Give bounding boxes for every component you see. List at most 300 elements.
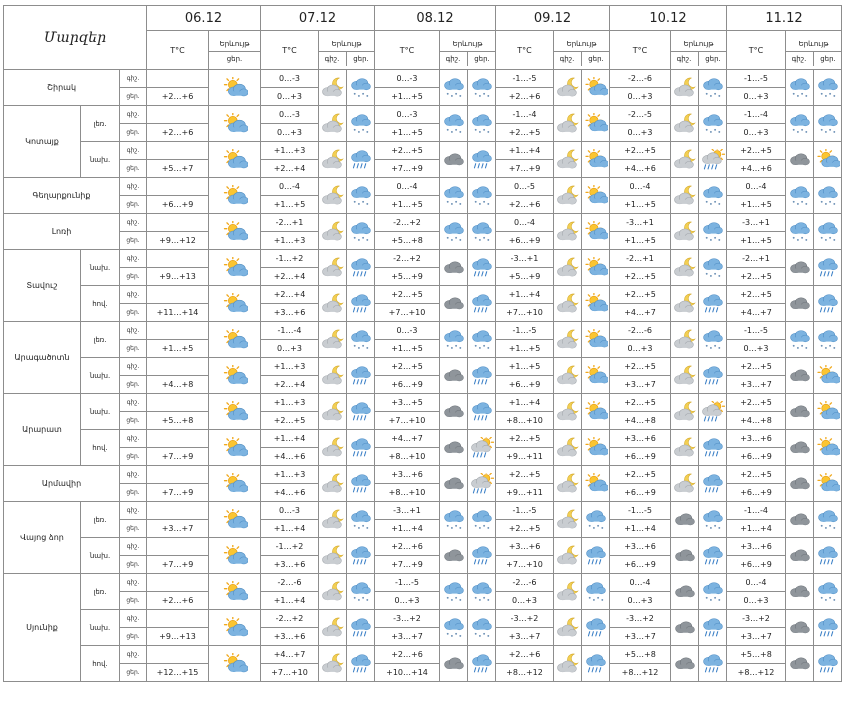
- weather-icon: [584, 113, 608, 134]
- temp-cell: +6…+9: [610, 448, 671, 466]
- table-row: [4, 286, 842, 304]
- temp-cell: +1…+4: [727, 520, 786, 538]
- temp-cell: +8…+12: [610, 664, 671, 682]
- weather-icon: [321, 365, 345, 386]
- table-row: [4, 394, 842, 412]
- weather-icon: [470, 437, 494, 458]
- temp-cell: [147, 610, 209, 628]
- weather-cell-night: [786, 538, 814, 574]
- temp-cell: +2…+5: [375, 142, 440, 160]
- temp-cell: -3…+2: [727, 610, 786, 628]
- temp-cell: +8…+10: [375, 484, 440, 502]
- weather-icon: [788, 617, 812, 638]
- weather-cell-night: [671, 502, 699, 538]
- weather-icon: [816, 221, 840, 242]
- weather-cell-day: [814, 106, 842, 142]
- table-row: [4, 250, 842, 268]
- temp-cell: -1…+2: [261, 250, 319, 268]
- temp-col-header: T°C: [727, 31, 786, 70]
- night-col-label: գիշ.: [319, 52, 348, 66]
- weather-col-label: Երևույթ: [683, 39, 714, 48]
- weather-icon: [321, 617, 345, 638]
- weather-icon: [701, 329, 725, 350]
- weather-cell-day: [582, 394, 610, 430]
- temp-cell: -3…+1: [375, 502, 440, 520]
- temp-cell: [147, 178, 209, 196]
- day-col-label: ցեր.: [209, 51, 261, 66]
- weather-cell-day: [468, 574, 496, 610]
- period-label: ցեր.: [120, 88, 147, 106]
- weather-icon: [321, 77, 345, 98]
- temp-cell: +2…+6: [496, 196, 554, 214]
- weather-cell-night: [786, 502, 814, 538]
- weather-col-label: Երևույթ: [798, 39, 829, 48]
- weather-icon: [788, 509, 812, 530]
- weather-icon: [816, 653, 840, 674]
- weather-cell-night: [671, 250, 699, 286]
- temp-cell: +2…+5: [496, 430, 554, 448]
- table-row: [4, 358, 842, 376]
- weather-cell-night: [440, 646, 468, 682]
- weather-icon: [470, 581, 494, 602]
- temp-cell: -1…-4: [727, 106, 786, 124]
- temp-cell: +9…+11: [496, 484, 554, 502]
- weather-icon: [701, 437, 725, 458]
- temp-cell: -3…+2: [496, 610, 554, 628]
- region-name: Արագածոտն: [4, 322, 81, 394]
- zone-label: լեռ.: [81, 322, 120, 358]
- temp-cell: +2…+5: [496, 466, 554, 484]
- temp-cell: -3…+1: [727, 214, 786, 232]
- weather-cell-day: [582, 250, 610, 286]
- weather-icon: [788, 401, 812, 422]
- weather-cell-day: [468, 142, 496, 178]
- period-label: գիշ.: [120, 250, 147, 268]
- weather-icon: [556, 113, 580, 134]
- weather-icon: [816, 185, 840, 206]
- weather-icon: [584, 365, 608, 386]
- weather-cell: [209, 142, 261, 178]
- temp-cell: +2…+5: [610, 358, 671, 376]
- weather-icon: [222, 365, 248, 387]
- weather-icon: [470, 473, 494, 494]
- weather-icon: [222, 149, 248, 171]
- temp-cell: 0…-3: [261, 106, 319, 124]
- region-name: Շիրակ: [4, 70, 120, 106]
- weather-cell-night: [671, 286, 699, 322]
- weather-icon: [584, 185, 608, 206]
- temp-cell: +7…+10: [261, 664, 319, 682]
- weather-icon: [673, 437, 697, 458]
- weather-icon: [701, 509, 725, 530]
- temp-col-header: T°C: [261, 31, 319, 70]
- zone-label: նախ.: [81, 538, 120, 574]
- weather-cell-day: [468, 502, 496, 538]
- weather-cell-night: [440, 178, 468, 214]
- weather-cell-night: [554, 286, 582, 322]
- temp-cell: +1…+5: [727, 232, 786, 250]
- weather-cell-night: [671, 646, 699, 682]
- zone-label: հով.: [81, 286, 120, 322]
- weather-icon: [701, 401, 725, 422]
- temp-cell: +2…+5: [375, 358, 440, 376]
- temp-cell: 0…-4: [261, 178, 319, 196]
- temp-cell: +2…+4: [261, 286, 319, 304]
- temp-cell: +1…+4: [261, 520, 319, 538]
- weather-cell-day: [347, 394, 375, 430]
- temp-cell: +3…+7: [727, 628, 786, 646]
- weather-icon: [222, 329, 248, 351]
- temp-cell: +4…+6: [261, 448, 319, 466]
- weather-cell-night: [671, 430, 699, 466]
- weather-cell-night: [554, 466, 582, 502]
- temp-cell: +1…+4: [496, 394, 554, 412]
- zone-label: նախ.: [81, 358, 120, 394]
- temp-cell: +2…+5: [610, 394, 671, 412]
- weather-cell: [209, 322, 261, 358]
- weather-cell-day: [699, 142, 727, 178]
- temp-cell: +3…+7: [375, 628, 440, 646]
- weather-cell-day: [699, 214, 727, 250]
- weather-cell-night: [554, 178, 582, 214]
- weather-cell-night: [786, 466, 814, 502]
- table-row: [4, 214, 842, 232]
- temp-cell: +2…+5: [610, 142, 671, 160]
- temp-cell: -2…+1: [610, 250, 671, 268]
- weather-icon: [222, 221, 248, 243]
- temp-cell: [147, 646, 209, 664]
- regions-header: Մարզեր: [4, 6, 147, 70]
- temp-cell: +2…+5: [610, 466, 671, 484]
- weather-icon: [349, 185, 373, 206]
- weather-icon: [673, 185, 697, 206]
- weather-cell-night: [440, 466, 468, 502]
- temp-cell: +3…+6: [375, 466, 440, 484]
- temp-cell: +8…+12: [496, 664, 554, 682]
- weather-cell-day: [468, 430, 496, 466]
- weather-icon: [222, 185, 248, 207]
- temp-cell: -3…+1: [496, 250, 554, 268]
- temp-col-header: T°C: [375, 31, 440, 70]
- weather-cell-day: [582, 502, 610, 538]
- weather-icon: [701, 77, 725, 98]
- temp-cell: 0…-5: [496, 178, 554, 196]
- zone-label: հով.: [81, 430, 120, 466]
- period-label: գիշ.: [120, 178, 147, 196]
- period-label: ցեր.: [120, 412, 147, 430]
- temp-cell: +2…+5: [610, 286, 671, 304]
- weather-icon: [321, 401, 345, 422]
- weather-col-header: [440, 31, 496, 70]
- temp-cell: -2…+1: [727, 250, 786, 268]
- weather-cell-day: [582, 646, 610, 682]
- temp-cell: [147, 394, 209, 412]
- period-col-labels: [319, 51, 375, 66]
- night-col-label: գիշ.: [786, 52, 815, 66]
- date-header: 11.12: [727, 6, 842, 31]
- period-label: ցեր.: [120, 448, 147, 466]
- weather-icon: [321, 329, 345, 350]
- period-label: ցեր.: [120, 556, 147, 574]
- weather-icon: [556, 473, 580, 494]
- temp-cell: +4…+7: [610, 304, 671, 322]
- weather-icon: [556, 329, 580, 350]
- temp-cell: +2…+4: [261, 268, 319, 286]
- region-name: Սյունիք: [4, 574, 81, 682]
- temp-cell: +1…+5: [261, 196, 319, 214]
- table-row: [4, 610, 842, 628]
- temp-cell: 0…+3: [375, 592, 440, 610]
- temp-cell: +2…+6: [375, 538, 440, 556]
- weather-cell-night: [786, 430, 814, 466]
- temp-cell: +7…+9: [147, 556, 209, 574]
- weather-cell-day: [468, 106, 496, 142]
- temp-cell: +5…+8: [727, 646, 786, 664]
- weather-cell-day: [582, 610, 610, 646]
- weather-icon: [349, 581, 373, 602]
- period-label: գիշ.: [120, 502, 147, 520]
- weather-icon: [816, 149, 840, 170]
- weather-icon: [816, 257, 840, 278]
- weather-icon: [816, 293, 840, 314]
- weather-icon: [442, 293, 466, 314]
- temp-cell: +6…+9: [496, 376, 554, 394]
- period-label: գիշ.: [120, 574, 147, 592]
- weather-col-header: [671, 31, 727, 70]
- period-col-labels: [671, 51, 727, 66]
- weather-icon: [701, 365, 725, 386]
- weather-col-header: [209, 31, 261, 70]
- weather-cell-day: [814, 142, 842, 178]
- weather-cell-night: [440, 430, 468, 466]
- temp-cell: +4…+8: [147, 376, 209, 394]
- weather-cell-day: [347, 142, 375, 178]
- temp-cell: +3…+7: [727, 376, 786, 394]
- weather-icon: [788, 329, 812, 350]
- day-col-label: ցեր.: [588, 54, 604, 63]
- weather-cell-night: [554, 502, 582, 538]
- temp-cell: +2…+5: [727, 142, 786, 160]
- weather-cell-night: [554, 394, 582, 430]
- weather-cell-night: [319, 286, 347, 322]
- temp-cell: +2…+5: [727, 268, 786, 286]
- weather-icon: [470, 653, 494, 674]
- weather-cell-day: [582, 178, 610, 214]
- weather-icon: [321, 581, 345, 602]
- weather-cell: [209, 106, 261, 142]
- weather-cell-night: [319, 358, 347, 394]
- weather-cell-day: [347, 574, 375, 610]
- weather-icon: [816, 617, 840, 638]
- temp-cell: +2…+5: [610, 268, 671, 286]
- weather-icon: [673, 293, 697, 314]
- weather-icon: [584, 293, 608, 314]
- temp-cell: -1…-5: [727, 322, 786, 340]
- weather-cell-night: [671, 70, 699, 106]
- weather-icon: [584, 581, 608, 602]
- temp-cell: +1…+5: [375, 340, 440, 358]
- weather-cell-day: [814, 430, 842, 466]
- weather-cell-day: [582, 70, 610, 106]
- weather-icon: [673, 329, 697, 350]
- table-row: [4, 142, 842, 160]
- period-col-labels: [440, 51, 496, 66]
- weather-cell-day: [582, 358, 610, 394]
- weather-cell-day: [468, 214, 496, 250]
- temp-cell: -1…-5: [375, 574, 440, 592]
- weather-icon: [584, 509, 608, 530]
- temp-cell: [147, 574, 209, 592]
- weather-cell-night: [440, 538, 468, 574]
- weather-col-header: [319, 31, 375, 70]
- temp-cell: -1…+2: [261, 538, 319, 556]
- temp-cell: +5…+8: [147, 412, 209, 430]
- period-label: ցեր.: [120, 484, 147, 502]
- weather-cell-day: [699, 70, 727, 106]
- weather-cell: [209, 538, 261, 574]
- weather-cell-night: [554, 610, 582, 646]
- weather-cell-day: [582, 214, 610, 250]
- weather-icon: [673, 257, 697, 278]
- weather-cell-night: [319, 214, 347, 250]
- weather-icon: [349, 437, 373, 458]
- weather-cell-night: [554, 574, 582, 610]
- weather-icon: [673, 77, 697, 98]
- weather-icon: [442, 149, 466, 170]
- weather-icon: [556, 617, 580, 638]
- weather-icon: [470, 149, 494, 170]
- weather-icon: [470, 257, 494, 278]
- temp-cell: +2…+5: [261, 412, 319, 430]
- temp-cell: +1…+5: [375, 88, 440, 106]
- weather-cell-night: [440, 286, 468, 322]
- weather-cell-night: [671, 214, 699, 250]
- temp-cell: 0…+3: [610, 592, 671, 610]
- weather-icon: [788, 185, 812, 206]
- table-row: [4, 538, 842, 556]
- zone-label: լեռ.: [81, 502, 120, 538]
- weather-icon: [349, 293, 373, 314]
- temp-cell: +2…+5: [496, 124, 554, 142]
- weather-icon: [701, 545, 725, 566]
- weather-cell-day: [468, 466, 496, 502]
- weather-icon: [470, 545, 494, 566]
- night-col-label: գիշ.: [440, 52, 469, 66]
- weather-cell-day: [347, 466, 375, 502]
- weather-cell-night: [554, 70, 582, 106]
- weather-cell-day: [347, 70, 375, 106]
- weather-cell-day: [347, 646, 375, 682]
- weather-col-header: [554, 31, 610, 70]
- weather-cell-day: [814, 358, 842, 394]
- weather-icon: [349, 653, 373, 674]
- temp-cell: [147, 70, 209, 88]
- temp-cell: +5…+8: [375, 232, 440, 250]
- weather-cell-night: [786, 394, 814, 430]
- weather-cell: [209, 214, 261, 250]
- temp-cell: +1…+4: [261, 592, 319, 610]
- weather-cell-day: [814, 250, 842, 286]
- weather-cell-night: [440, 322, 468, 358]
- weather-cell-night: [671, 466, 699, 502]
- weather-icon: [442, 545, 466, 566]
- weather-cell: [209, 358, 261, 394]
- temp-cell: [147, 106, 209, 124]
- temp-cell: +6…+9: [727, 556, 786, 574]
- weather-icon: [673, 149, 697, 170]
- period-label: գիշ.: [120, 70, 147, 88]
- period-label: գիշ.: [120, 286, 147, 304]
- weather-icon: [816, 545, 840, 566]
- weather-cell-night: [440, 574, 468, 610]
- weather-icon: [442, 509, 466, 530]
- temp-cell: +4…+6: [727, 160, 786, 178]
- temp-cell: +11…+14: [147, 304, 209, 322]
- weather-cell-day: [699, 286, 727, 322]
- temp-cell: -2…+2: [261, 610, 319, 628]
- period-label: ցեր.: [120, 520, 147, 538]
- temp-cell: 0…-3: [261, 502, 319, 520]
- weather-cell-night: [440, 214, 468, 250]
- weather-icon: [470, 185, 494, 206]
- temp-cell: +1…+5: [496, 358, 554, 376]
- weather-icon: [349, 365, 373, 386]
- period-label: գիշ.: [120, 466, 147, 484]
- period-col-labels: [786, 51, 842, 66]
- weather-icon: [556, 293, 580, 314]
- weather-icon: [349, 77, 373, 98]
- temp-cell: -3…+2: [610, 610, 671, 628]
- weather-icon: [673, 509, 697, 530]
- weather-icon: [321, 185, 345, 206]
- weather-cell-day: [814, 502, 842, 538]
- temp-cell: -1…-5: [496, 322, 554, 340]
- weather-cell-day: [699, 574, 727, 610]
- weather-cell-day: [699, 250, 727, 286]
- weather-cell-day: [814, 574, 842, 610]
- temp-cell: +2…+6: [496, 646, 554, 664]
- period-label: գիշ.: [120, 394, 147, 412]
- weather-cell: [209, 178, 261, 214]
- temp-cell: +7…+9: [147, 448, 209, 466]
- weather-cell-day: [582, 430, 610, 466]
- region-name: Վայոց ձոր: [4, 502, 81, 574]
- period-label: ցեր.: [120, 232, 147, 250]
- weather-icon: [349, 113, 373, 134]
- weather-cell-day: [699, 466, 727, 502]
- weather-cell-day: [699, 610, 727, 646]
- temp-cell: +2…+6: [375, 646, 440, 664]
- temp-cell: +3…+7: [496, 628, 554, 646]
- weather-icon: [788, 653, 812, 674]
- temp-cell: 0…+3: [261, 340, 319, 358]
- period-label: ցեր.: [120, 268, 147, 286]
- weather-col-label: Երևույթ: [219, 39, 250, 48]
- weather-icon: [470, 509, 494, 530]
- period-label: ցեր.: [120, 376, 147, 394]
- weather-cell-night: [440, 70, 468, 106]
- period-label: ցեր.: [120, 196, 147, 214]
- weather-cell-day: [814, 646, 842, 682]
- weather-icon: [584, 329, 608, 350]
- weather-icon: [788, 581, 812, 602]
- period-label: ցեր.: [120, 664, 147, 682]
- weather-cell-day: [699, 106, 727, 142]
- forecast-table: [3, 5, 842, 682]
- weather-cell: [209, 646, 261, 682]
- date-header: 07.12: [261, 6, 375, 31]
- weather-cell-night: [786, 70, 814, 106]
